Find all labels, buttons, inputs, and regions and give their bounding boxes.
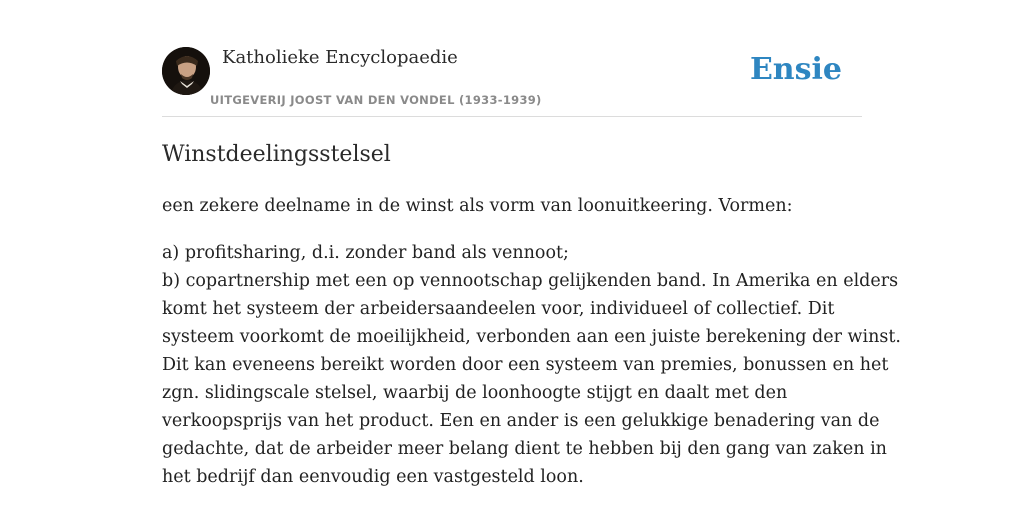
site-header xyxy=(162,46,862,117)
body-line: komt het systeem der arbeidersaandeelen voor, individueel of collectief. Dit xyxy=(162,299,835,319)
body-line: Dit kan eveneens bereikt worden door een systeem van premies, bonussen en het xyxy=(162,355,889,375)
body-line: a) profitsharing, d.i. zonder band als vennoot; xyxy=(162,243,569,263)
body-line: zgn. slidingscale stelsel, waarbij de loonhoogte stijgt en daalt met den xyxy=(162,383,788,403)
brand-logo[interactable]: Ensie xyxy=(749,52,842,87)
portrait-icon xyxy=(162,47,210,95)
publisher-avatar[interactable] xyxy=(162,47,210,95)
body-line: b) copartnership met een op vennootschap gelijkenden band. In Amerika en elders xyxy=(162,271,899,291)
body-line: verkoopsprijs van het product. Een en ander is een gelukkige benadering van de xyxy=(162,411,880,431)
body-line: systeem voorkomt de moeilijkheid, verbonden aan een juiste berekening der winst. xyxy=(162,327,901,347)
body-line: gedachte, dat de arbeider meer belang dient te hebben bij den gang van zaken in xyxy=(162,439,887,459)
article-body xyxy=(162,239,901,491)
article-title: Winstdeelingsstelsel xyxy=(162,142,391,167)
publisher-name[interactable]: Katholieke Encyclopaedie xyxy=(222,47,458,68)
article-lead: een zekere deelname in de winst als vorm van loonuitkeering. Vormen: xyxy=(162,196,793,216)
body-line: het bedrijf dan eenvoudig een vastgesteld loon. xyxy=(162,467,584,487)
publisher-subtitle: UITGEVERIJ JOOST VAN DEN VONDEL (1933-1939) xyxy=(210,93,542,107)
